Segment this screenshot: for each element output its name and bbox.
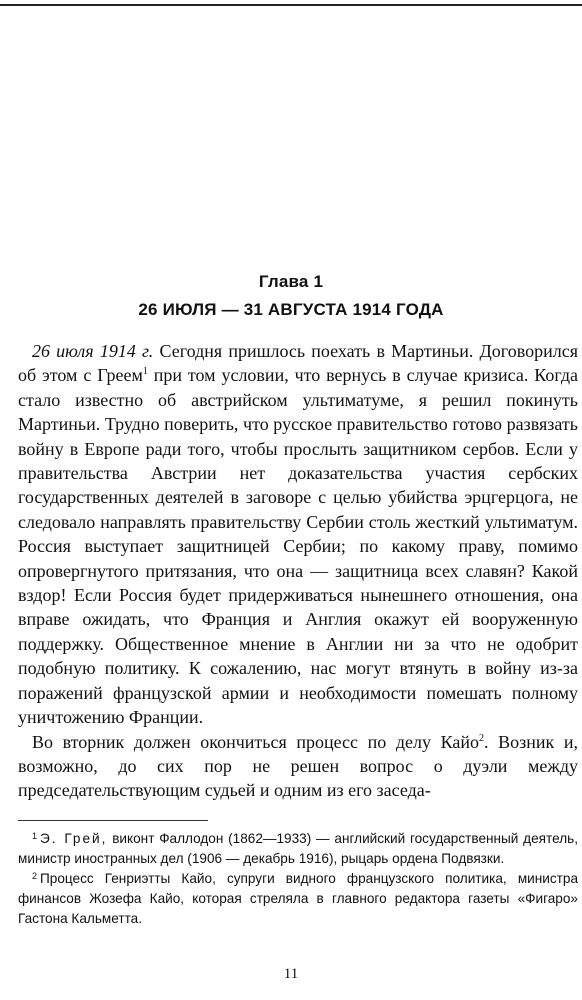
footnote-divider — [18, 820, 208, 821]
paragraph-1 — [18, 339, 578, 730]
body-text — [18, 339, 578, 803]
chapter-dates: 26 ИЮЛЯ — 31 АВГУСТА 1914 ГОДА — [138, 300, 444, 319]
footnotes — [18, 829, 578, 929]
footnote-1 — [18, 829, 578, 869]
chapter-number: Глава 1 — [258, 272, 324, 291]
paragraph-1-text-b: при том условии, что вернусь в случае кризиса. Когда стало известно об австрийском ультиматуме, я решил покинуть Мартиньи. Трудно поверить, что русское правительство готово развязать войну в Европе ради того, чтобы прослыть защитником сербов. Если у правительства Австрии нет доказательства участия сербских государственных деятелей в заговоре с целью убийства эрцгерцога, не следовало направлять правительству Сербии столь жесткий ультиматум. Россия выступает защитницей Сербии; по какому праву, помимо опровергнутого притязания, что она — защитница всех славян? Какой вздор! Если Россия будет придерживаться нынешнего отношения, она вправе ожидать, что Франция и Англия окажут ей вооруженную поддержку. Общественное мнение в Англии ни за что не одобрит подобную политику. К сожалению, нас могут втянуть в войну из-за поражений французской армии и необходимости помешать полному уничтожению Франции. — [18, 365, 578, 728]
footnote-1-text: виконт Фаллодон (1862—1933) — английский государственный деятель, министр иностранных дел (1906 — декабрь 1916), рыцарь ордена Подвязки. — [18, 831, 578, 866]
entry-date: 26 июля 1914 г. — [32, 341, 154, 361]
footnote-2 — [18, 869, 578, 929]
footnote-2-mark: 2 — [32, 871, 38, 881]
paragraph-1-text-a: Сегодня пришлось поехать в Мартиньи. Договорился об этом с Греем — [18, 341, 579, 386]
paragraph-2-text-b: . Возник и, возможно, до сих пор не решен вопрос о дуэли между председательствующим судьей и одним из его заседа- — [18, 731, 578, 801]
footnote-1-mark: 1 — [32, 831, 38, 841]
footnote-ref-2[interactable]: 2 — [479, 732, 485, 744]
footnote-ref-1[interactable]: 1 — [142, 366, 148, 378]
footnote-2-text: Процесс Генриэтты Кайо, супруги видного французского политика, министра финансов Жозефа Кайо, которая стреляла в главного редактора газеты «Фигаро» Гастона Кальметта. — [18, 871, 578, 926]
footnote-1-name: Э. Грей, — [40, 831, 108, 846]
page-number: 11 — [283, 966, 299, 982]
paragraph-2-text-a: Во вторник должен окончиться процесс по делу Кайо — [32, 731, 480, 752]
top-rule — [0, 4, 582, 6]
paragraph-2 — [18, 730, 578, 803]
